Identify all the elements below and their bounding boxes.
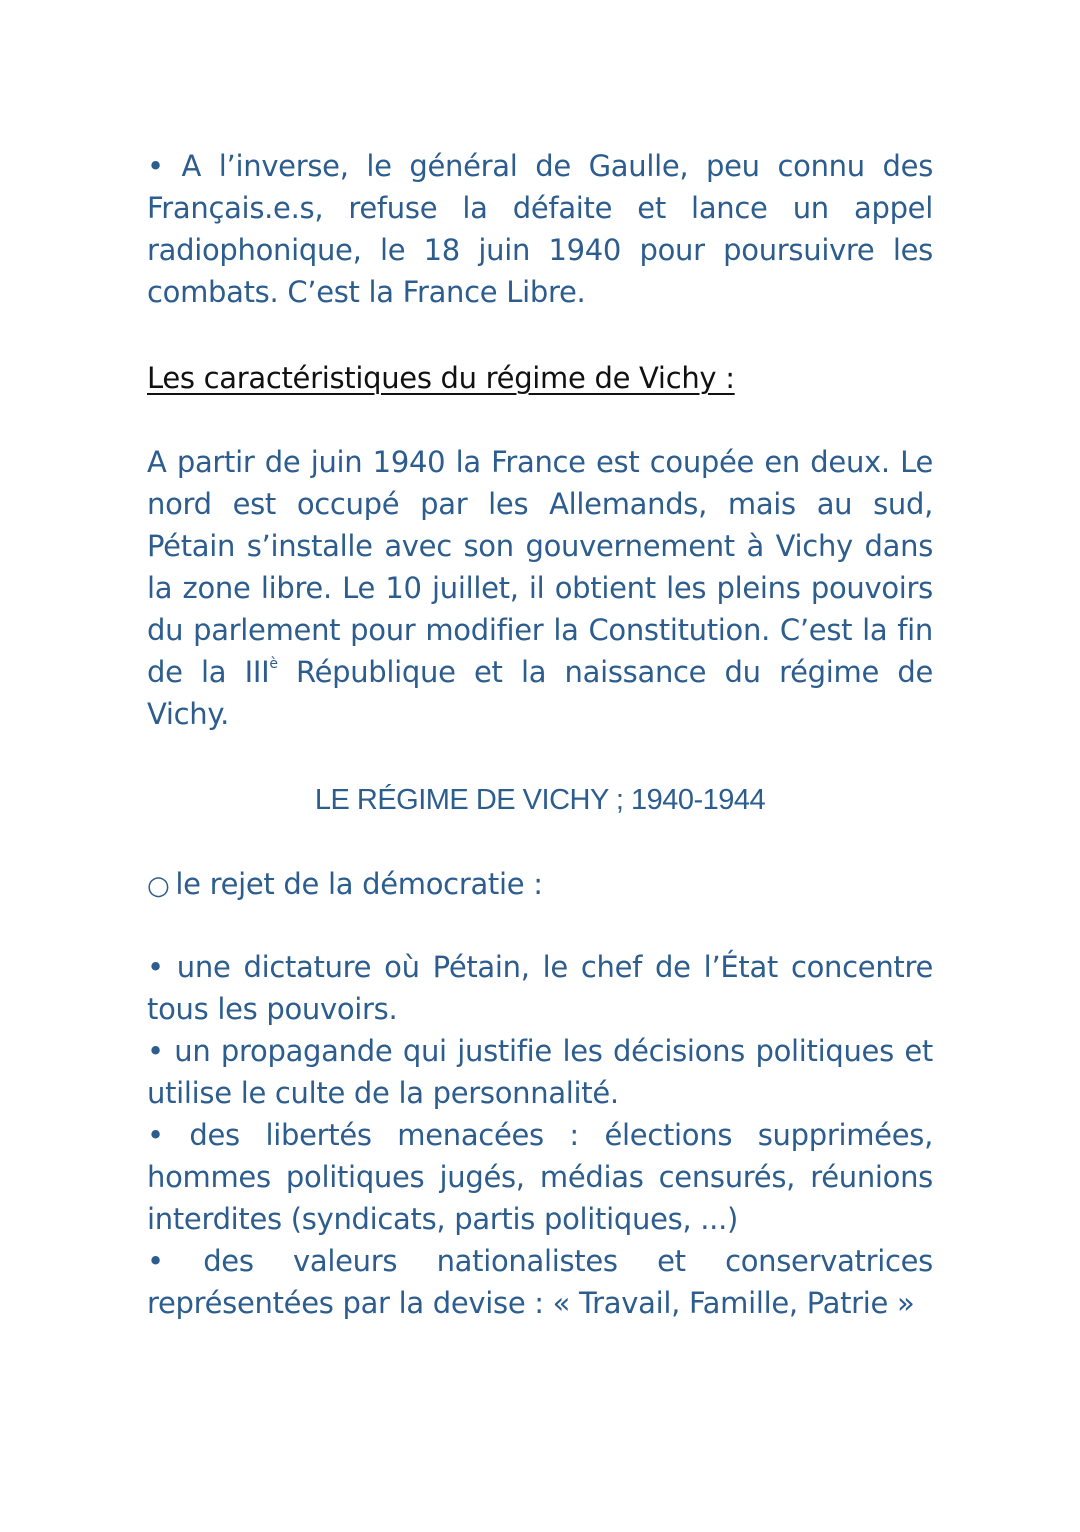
context-paragraph — [147, 441, 933, 735]
subheading-rejet — [147, 863, 933, 907]
section-heading: Les caractéristiques du régime de Vichy : — [147, 361, 735, 395]
list-item: • des libertés menacées : élections supprimées, hommes politiques jugés, médias censurés, réunions interdites (syndicats, partis politiques, ...) — [147, 1118, 933, 1236]
list-item: • un propagande qui justifie les décisions politiques et utilise le culte de la personnalité. — [147, 1034, 933, 1110]
context-text — [147, 441, 933, 735]
list-item: • des valeurs nationalistes et conservatrices représentées par la devise : « Travail, Famille, Patrie » — [147, 1244, 933, 1320]
context-text-before: A partir de juin 1940 la France est coupée en deux. Le nord est occupé par les Allemands, mais au sud, Pétain s’installe avec son gouvernement à Vichy dans la zone libre. Le 10 juillet, il obtient les pleins pouvoirs du parlement pour modifier la Constitution. C’est la fin de la III — [147, 445, 933, 689]
intro-paragraph — [147, 145, 933, 313]
ordinal-superscript: è — [269, 656, 278, 672]
context-text-after: République et la naissance du régime de Vichy. — [147, 655, 933, 731]
intro-text: • A l’inverse, le général de Gaulle, peu connu des Français.e.s, refuse la défaite et lance un appel radiophonique, le 18 juin 1940 pour poursuivre les combats. C’est la France Libre. — [147, 149, 933, 309]
subheading-text: le rejet de la démocratie : — [175, 867, 543, 901]
regime-title: LE RÉGIME DE VICHY ; 1940-1944 — [314, 784, 766, 816]
circle-bullet-icon: ○ — [147, 871, 170, 901]
list-item: • une dictature où Pétain, le chef de l’État concentre tous les pouvoirs. — [147, 950, 933, 1026]
characteristics-list — [147, 946, 933, 1324]
